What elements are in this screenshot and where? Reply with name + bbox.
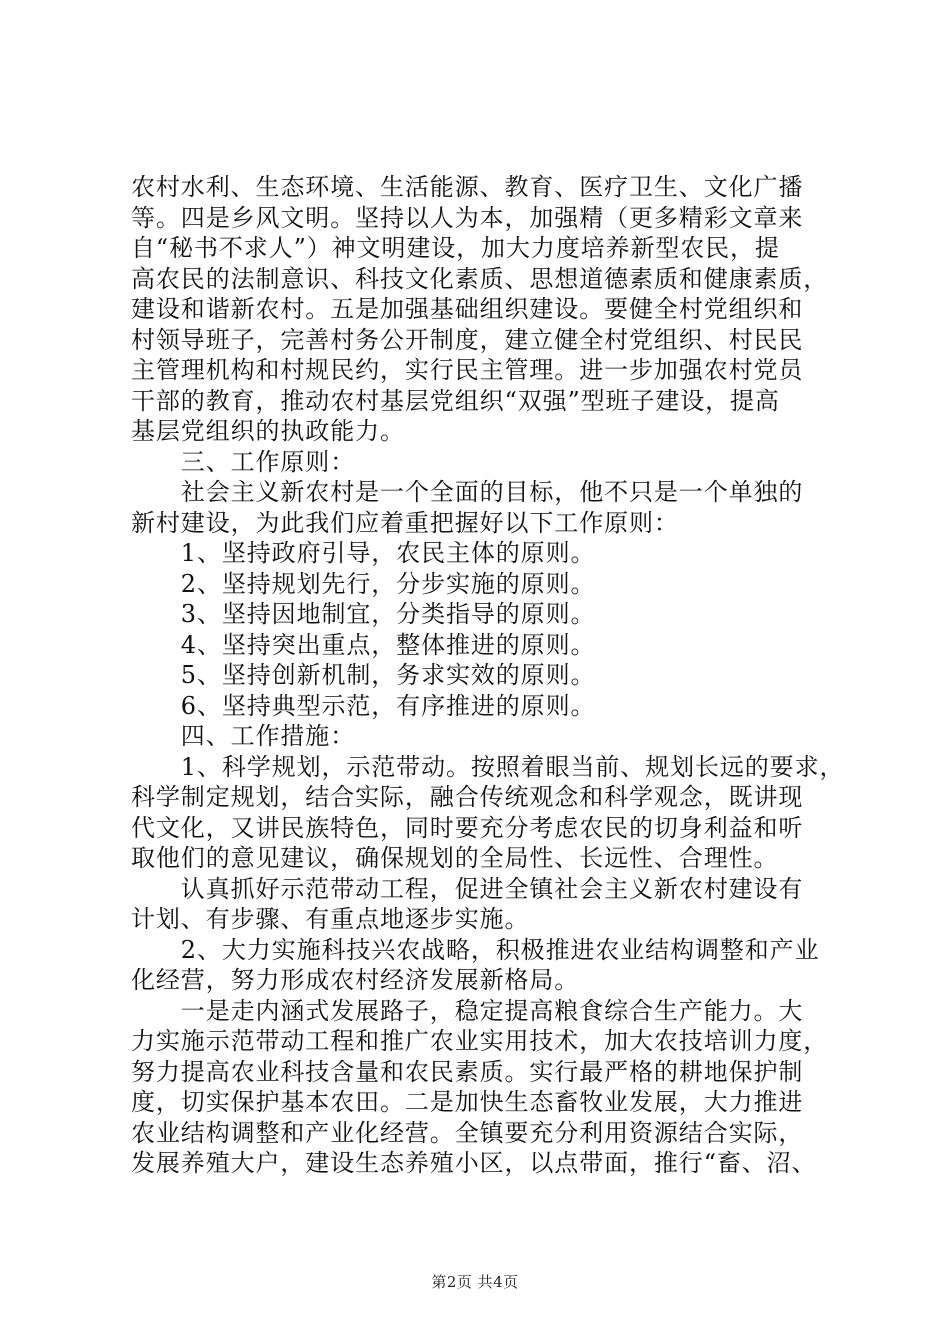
- text-line: 基层党组织的执政能力。: [131, 417, 405, 445]
- list-item: 5、坚持创新机制，务求实效的原则。: [131, 661, 596, 689]
- text-line: 主管理机构和村规民约，实行民主管理。进一步加强农村党员: [131, 356, 804, 384]
- document-body: [131, 172, 845, 1179]
- text-line: 农村水利、生态环境、生活能源、教育、医疗卫生、文化广播: [131, 173, 804, 201]
- text-line: 代文化，又讲民族特色，同时要充分考虑农民的切身利益和听: [131, 813, 804, 842]
- text-line: 村领导班子，完善村务公开制度，建立健全村党组织、村民民: [131, 325, 804, 354]
- text-line: 科学制定规划，结合实际，融合传统观念和科学观念，既讲现: [131, 783, 804, 811]
- text-line: 新村建设，为此我们应着重把握好以下工作原则：: [131, 508, 679, 537]
- text-line: 社会主义新农村是一个全面的目标，他不只是一个单独的: [131, 478, 804, 506]
- text-line: 认真抓好示范带动工程，促进全镇社会主义新农村建设有: [131, 874, 804, 903]
- list-item: 1、坚持政府引导，农民主体的原则。: [131, 539, 596, 567]
- text-line: 取他们的意见建议，确保规划的全局性、长远性、合理性。: [131, 844, 779, 872]
- text-line: 一是走内涵式发展路子，稳定提高粮食综合生产能力。大: [131, 996, 804, 1025]
- text-line: 计划、有步骤、有重点地逐步实施。: [131, 905, 530, 933]
- text-line: 努力提高农业科技含量和农民素质。实行最严格的耕地保护制: [131, 1057, 804, 1086]
- text-line: 农业结构调整和产业化经营。全镇要充分利用资源结合实际，: [131, 1118, 804, 1147]
- text-line: 力实施示范带动工程和推广农业实用技术，加大农技培训力度，: [131, 1027, 829, 1055]
- text-line: 发展养殖大户，建设生态养殖小区，以点带面，推行“畜、沼、: [131, 1149, 817, 1177]
- section-heading: 四、工作措施：: [131, 722, 356, 750]
- list-item: 4、坚持突出重点，整体推进的原则。: [131, 630, 596, 659]
- list-item: 2、坚持规划先行，分步实施的原则。: [131, 569, 596, 598]
- text-line: 自“秘书不求人”）神文明建设，加大力度培养新型农民，提: [131, 234, 780, 262]
- list-item: 6、坚持典型示范，有序推进的原则。: [131, 691, 596, 720]
- text-line: 化经营，努力形成农村经济发展新格局。: [131, 966, 580, 994]
- text-line: 2、大力实施科技兴农战略，积极推进农业结构调整和产业: [131, 935, 820, 964]
- text-line: 高农民的法制意识、科技文化素质、思想道德素质和健康素质，: [131, 264, 829, 293]
- text-line: 等。四是乡风文明。坚持以人为本，加强精（更多精彩文章来: [131, 203, 804, 232]
- text-line: 干部的教育，推动农村基层党组织“双强”型班子建设，提高: [131, 386, 780, 415]
- section-heading: 三、工作原则：: [131, 447, 356, 476]
- list-item: 3、坚持因地制宜，分类指导的原则。: [131, 600, 596, 628]
- text-line: 1、科学规划，示范带动。按照着眼当前、规划长远的要求，: [131, 752, 845, 781]
- text-line: 度，切实保护基本农田。二是加快生态畜牧业发展，大力推进: [131, 1088, 804, 1116]
- text-line: 建设和谐新农村。五是加强基础组织建设。要健全村党组织和: [131, 295, 804, 323]
- page-number-footer: 第2页 共4页: [431, 1273, 519, 1291]
